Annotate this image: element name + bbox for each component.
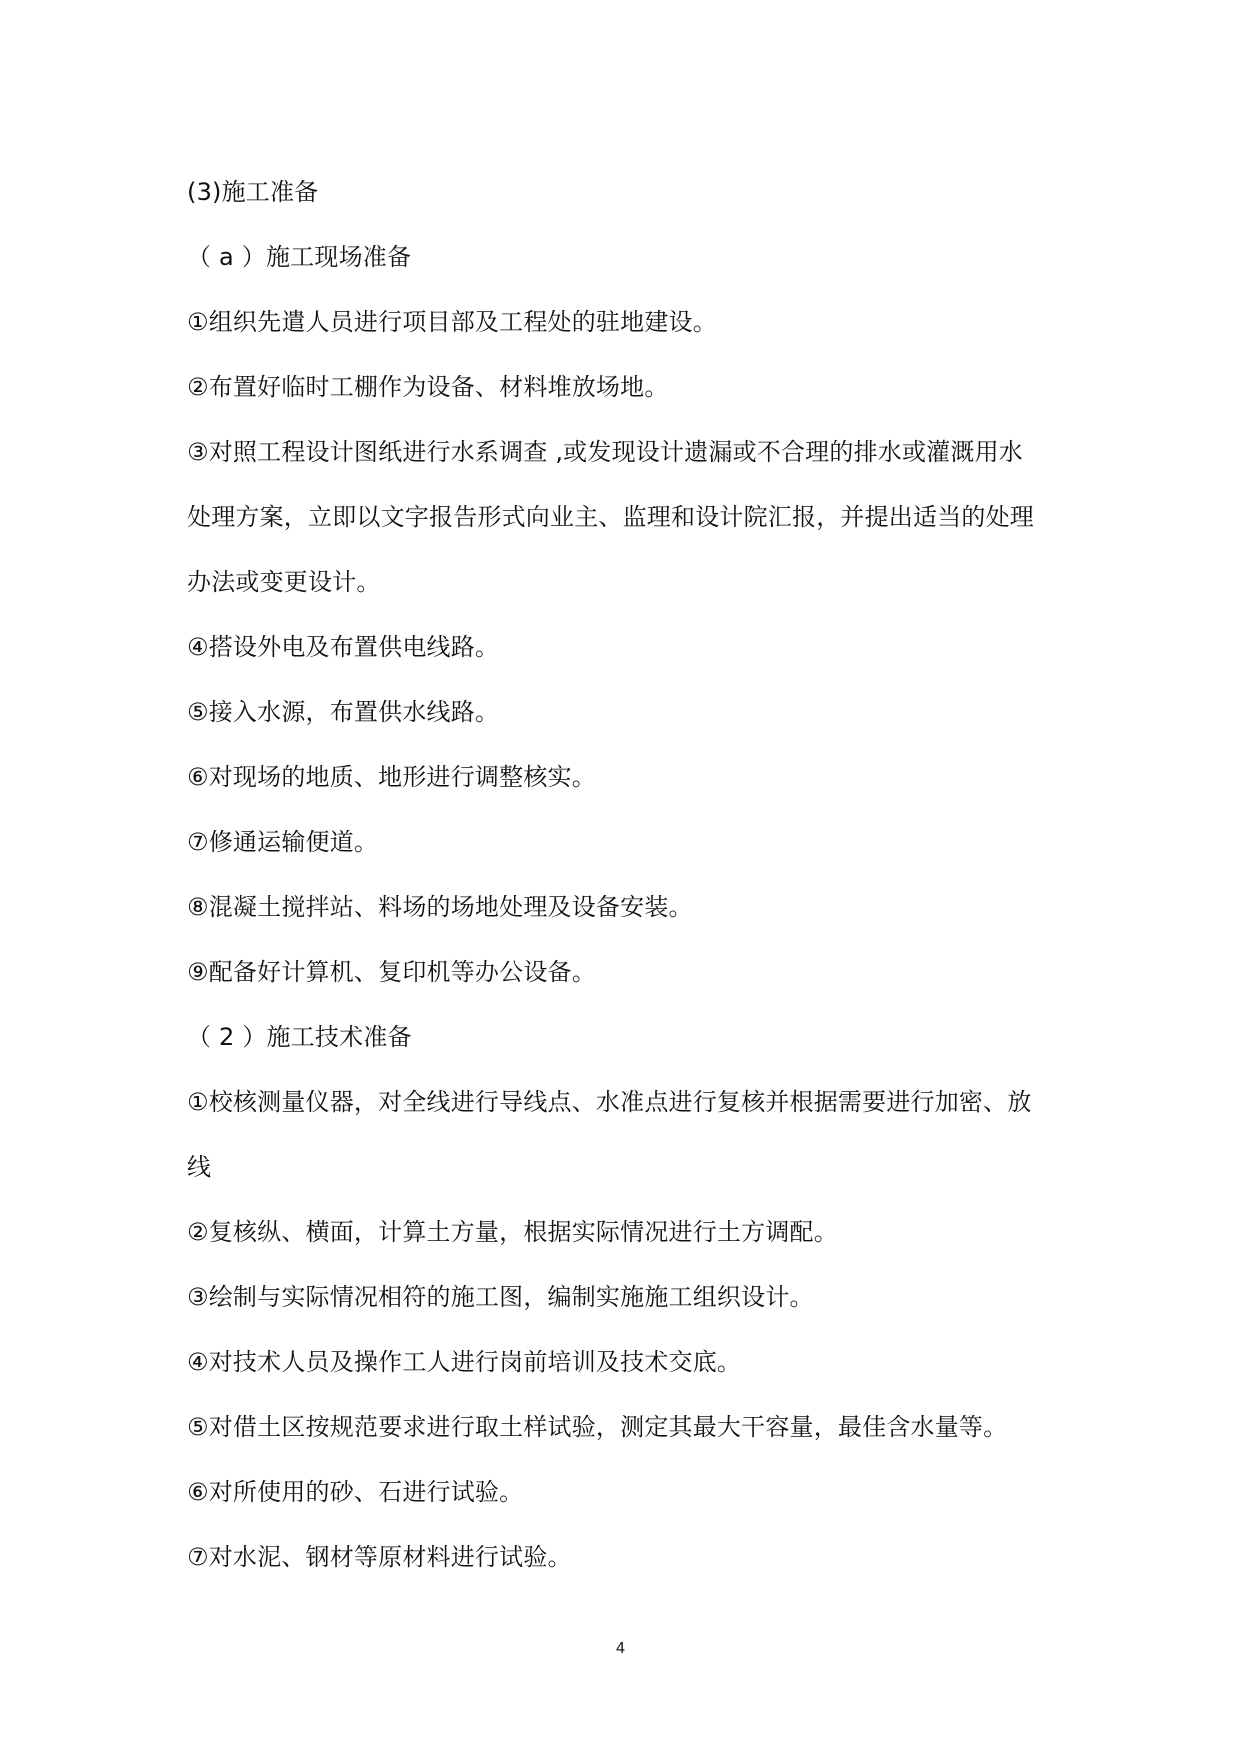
- document-body: [187, 160, 1057, 1590]
- paragraph-line: ①组织先遣人员进行项目部及工程处的驻地建设。: [187, 308, 717, 336]
- paragraph-line: ①校核测量仪器，对全线进行导线点、水准点进行复核并根据需要进行加密、放: [187, 1088, 1032, 1116]
- paragraph-line: ⑥对现场的地质、地形进行调整核实。: [187, 763, 596, 791]
- paragraph-line: ④对技术人员及操作工人进行岗前培训及技术交底。: [187, 1348, 742, 1376]
- paragraph-line: ⑤对借土区按规范要求进行取土样试验，测定其最大干容量，最佳含水量等。: [187, 1413, 1008, 1441]
- subsection-heading-site-preparation: （ a ）施工现场准备: [187, 243, 412, 271]
- paragraph-line: 处理方案，立即以文字报告形式向业主、监理和设计院汇报，并提出适当的处理: [187, 503, 1034, 531]
- paragraph-line: ④搭设外电及布置供电线路。: [187, 633, 500, 661]
- paragraph-line: ⑦对水泥、钢材等原材料进行试验。: [187, 1543, 572, 1571]
- section-heading-construction-preparation: (3)施工准备: [187, 178, 319, 206]
- paragraph-line: 办法或变更设计。: [187, 568, 381, 596]
- paragraph-line: ③绘制与实际情况相符的施工图，编制实施施工组织设计。: [187, 1283, 814, 1311]
- paragraph-line: ⑥对所使用的砂、石进行试验。: [187, 1478, 524, 1506]
- paragraph-line: ⑨配备好计算机、复印机等办公设备。: [187, 958, 596, 986]
- paragraph-line: ⑦修通运输便道。: [187, 828, 379, 856]
- paragraph-line: ⑤接入水源，布置供水线路。: [187, 698, 500, 726]
- subsection-heading-technical-preparation: （ 2 ）施工技术准备: [187, 1023, 412, 1051]
- page-number: 4: [615, 1639, 626, 1657]
- paragraph-line: 线: [187, 1153, 212, 1181]
- paragraph-line: ②布置好临时工棚作为设备、材料堆放场地。: [187, 373, 669, 401]
- paragraph-line: ③对照工程设计图纸进行水系调查 ,或发现设计遗漏或不合理的排水或灌溉用水: [187, 438, 1023, 466]
- paragraph-line: ②复核纵、横面，计算土方量，根据实际情况进行土方调配。: [187, 1218, 838, 1246]
- paragraph-line: ⑧混凝土搅拌站、料场的场地处理及设备安装。: [187, 893, 693, 921]
